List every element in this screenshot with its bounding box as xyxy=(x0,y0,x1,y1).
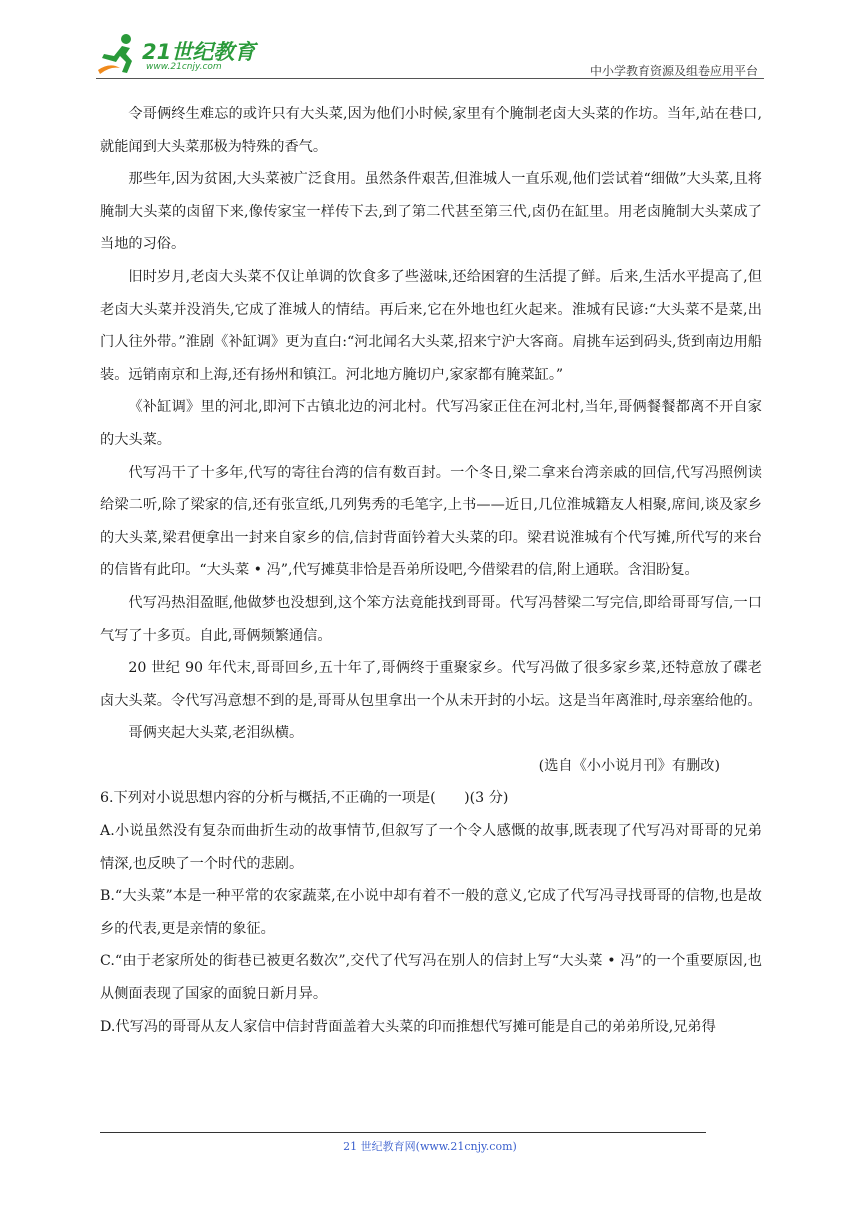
runner-logo-icon xyxy=(96,32,142,76)
option-d: D.代写冯的哥哥从友人家信中信封背面盖着大头菜的印而推想代写摊可能是自己的弟弟所设,兄弟得 xyxy=(100,1018,716,1035)
logo-text: 21世纪教育 xyxy=(142,40,256,64)
paragraph: 那些年,因为贫困,大头菜被广泛食用。虽然条件艰苦,但淮城人一直乐观,他们尝试着“细做”大头菜,且将腌制大头菜的卤留下来,像传家宝一样传下去,到了第二代甚至第三代,卤仍在缸里。用老卤腌制大头菜成了当地的习俗。 xyxy=(100,171,762,253)
page-footer[interactable]: 21 世纪教育网(www.21cnjy.com) xyxy=(343,1140,517,1153)
option-c: C.“由于老家所处的街巷已被更名数次”,交代了代写冯在别人的信封上写“大头菜 • 冯”的一个重要原因,也从侧面表现了国家的面貌日新月异。 xyxy=(100,953,762,1003)
header-divider xyxy=(96,78,764,79)
footer-divider xyxy=(100,1132,706,1133)
paragraph: 代写冯干了十多年,代写的寄往台湾的信有数百封。一个冬日,梁二拿来台湾亲戚的回信,代写冯照例读给梁二听,除了梁家的信,还有张宣纸,几列隽秀的毛笔字,上书——近日,几位淮城籍友人相聚,席间,谈及家乡的大头菜,梁君便拿出一封来自家乡的信,信封背面钤着大头菜的印。梁君说淮城有个代写摊,所代写的来台的信皆有此印。“大头菜 • 冯”,代写摊莫非恰是吾弟所设吧,今借梁君的信,附上通联。含泪盼复。 xyxy=(100,464,762,579)
paragraph: 20 世纪 90 年代末,哥哥回乡,五十年了,哥俩终于重聚家乡。代写冯做了很多家乡菜,还特意放了碟老卤大头菜。令代写冯意想不到的是,哥哥从包里拿出一个从未开封的小坛。这是当年离淮时,母亲塞给他的。 xyxy=(100,660,762,709)
paragraph: 代写冯热泪盈眶,他做梦也没想到,这个笨方法竟能找到哥哥。代写冯替梁二写完信,即给哥哥写信,一口气写了十多页。自此,哥俩频繁通信。 xyxy=(100,594,762,644)
platform-tagline: 中小学教育资源及组卷应用平台 xyxy=(589,64,758,78)
option-b: B.“大头菜”本是一种平常的农家蔬菜,在小说中却有着不一般的意义,它成了代写冯寻找哥哥的信物,也是故乡的代表,更是亲情的象征。 xyxy=(100,888,762,937)
paragraph: 《补缸调》里的河北,即河下古镇北边的河北村。代写冯家正住在河北村,当年,哥俩餐餐都离不开自家的大头菜。 xyxy=(100,399,762,448)
paragraph: 旧时岁月,老卤大头菜不仅让单调的饮食多了些滋味,还给困窘的生活提了鲜。后来,生活水平提高了,但老卤大头菜并没消失,它成了淮城人的情结。再后来,它在外地也红火起来。淮城有民谚:“大头菜不是菜,出门人往外带。”淮剧《补缸调》更为直白:“河北闻名大头菜,招来宁沪大客商。肩挑车运到码头,货到南边用船装。远销南京和上海,还有扬州和镇江。河北地方腌切户,家家都有腌菜缸。” xyxy=(100,268,762,383)
question-stem: 6.下列对小说思想内容的分析与概括,不正确的一项是( )(3 分) xyxy=(100,790,509,807)
logo-url: www.21cnjy.com xyxy=(146,62,222,72)
page-header xyxy=(96,28,764,82)
site-logo[interactable] xyxy=(96,32,256,76)
paragraph: 令哥俩终生难忘的或许只有大头菜,因为他们小时候,家里有个腌制老卤大头菜的作坊。当年,站在巷口,就能闻到大头菜那极为特殊的香气。 xyxy=(100,106,762,155)
source-citation: (选自《小小说月刊》有删改) xyxy=(538,757,720,774)
option-a: A.小说虽然没有复杂而曲折生动的故事情节,但叙写了一个令人感慨的故事,既表现了代写冯对哥哥的兄弟情深,也反映了一个时代的悲剧。 xyxy=(100,823,762,872)
article-body xyxy=(100,98,762,1043)
paragraph: 哥俩夹起大头菜,老泪纵横。 xyxy=(128,725,304,742)
